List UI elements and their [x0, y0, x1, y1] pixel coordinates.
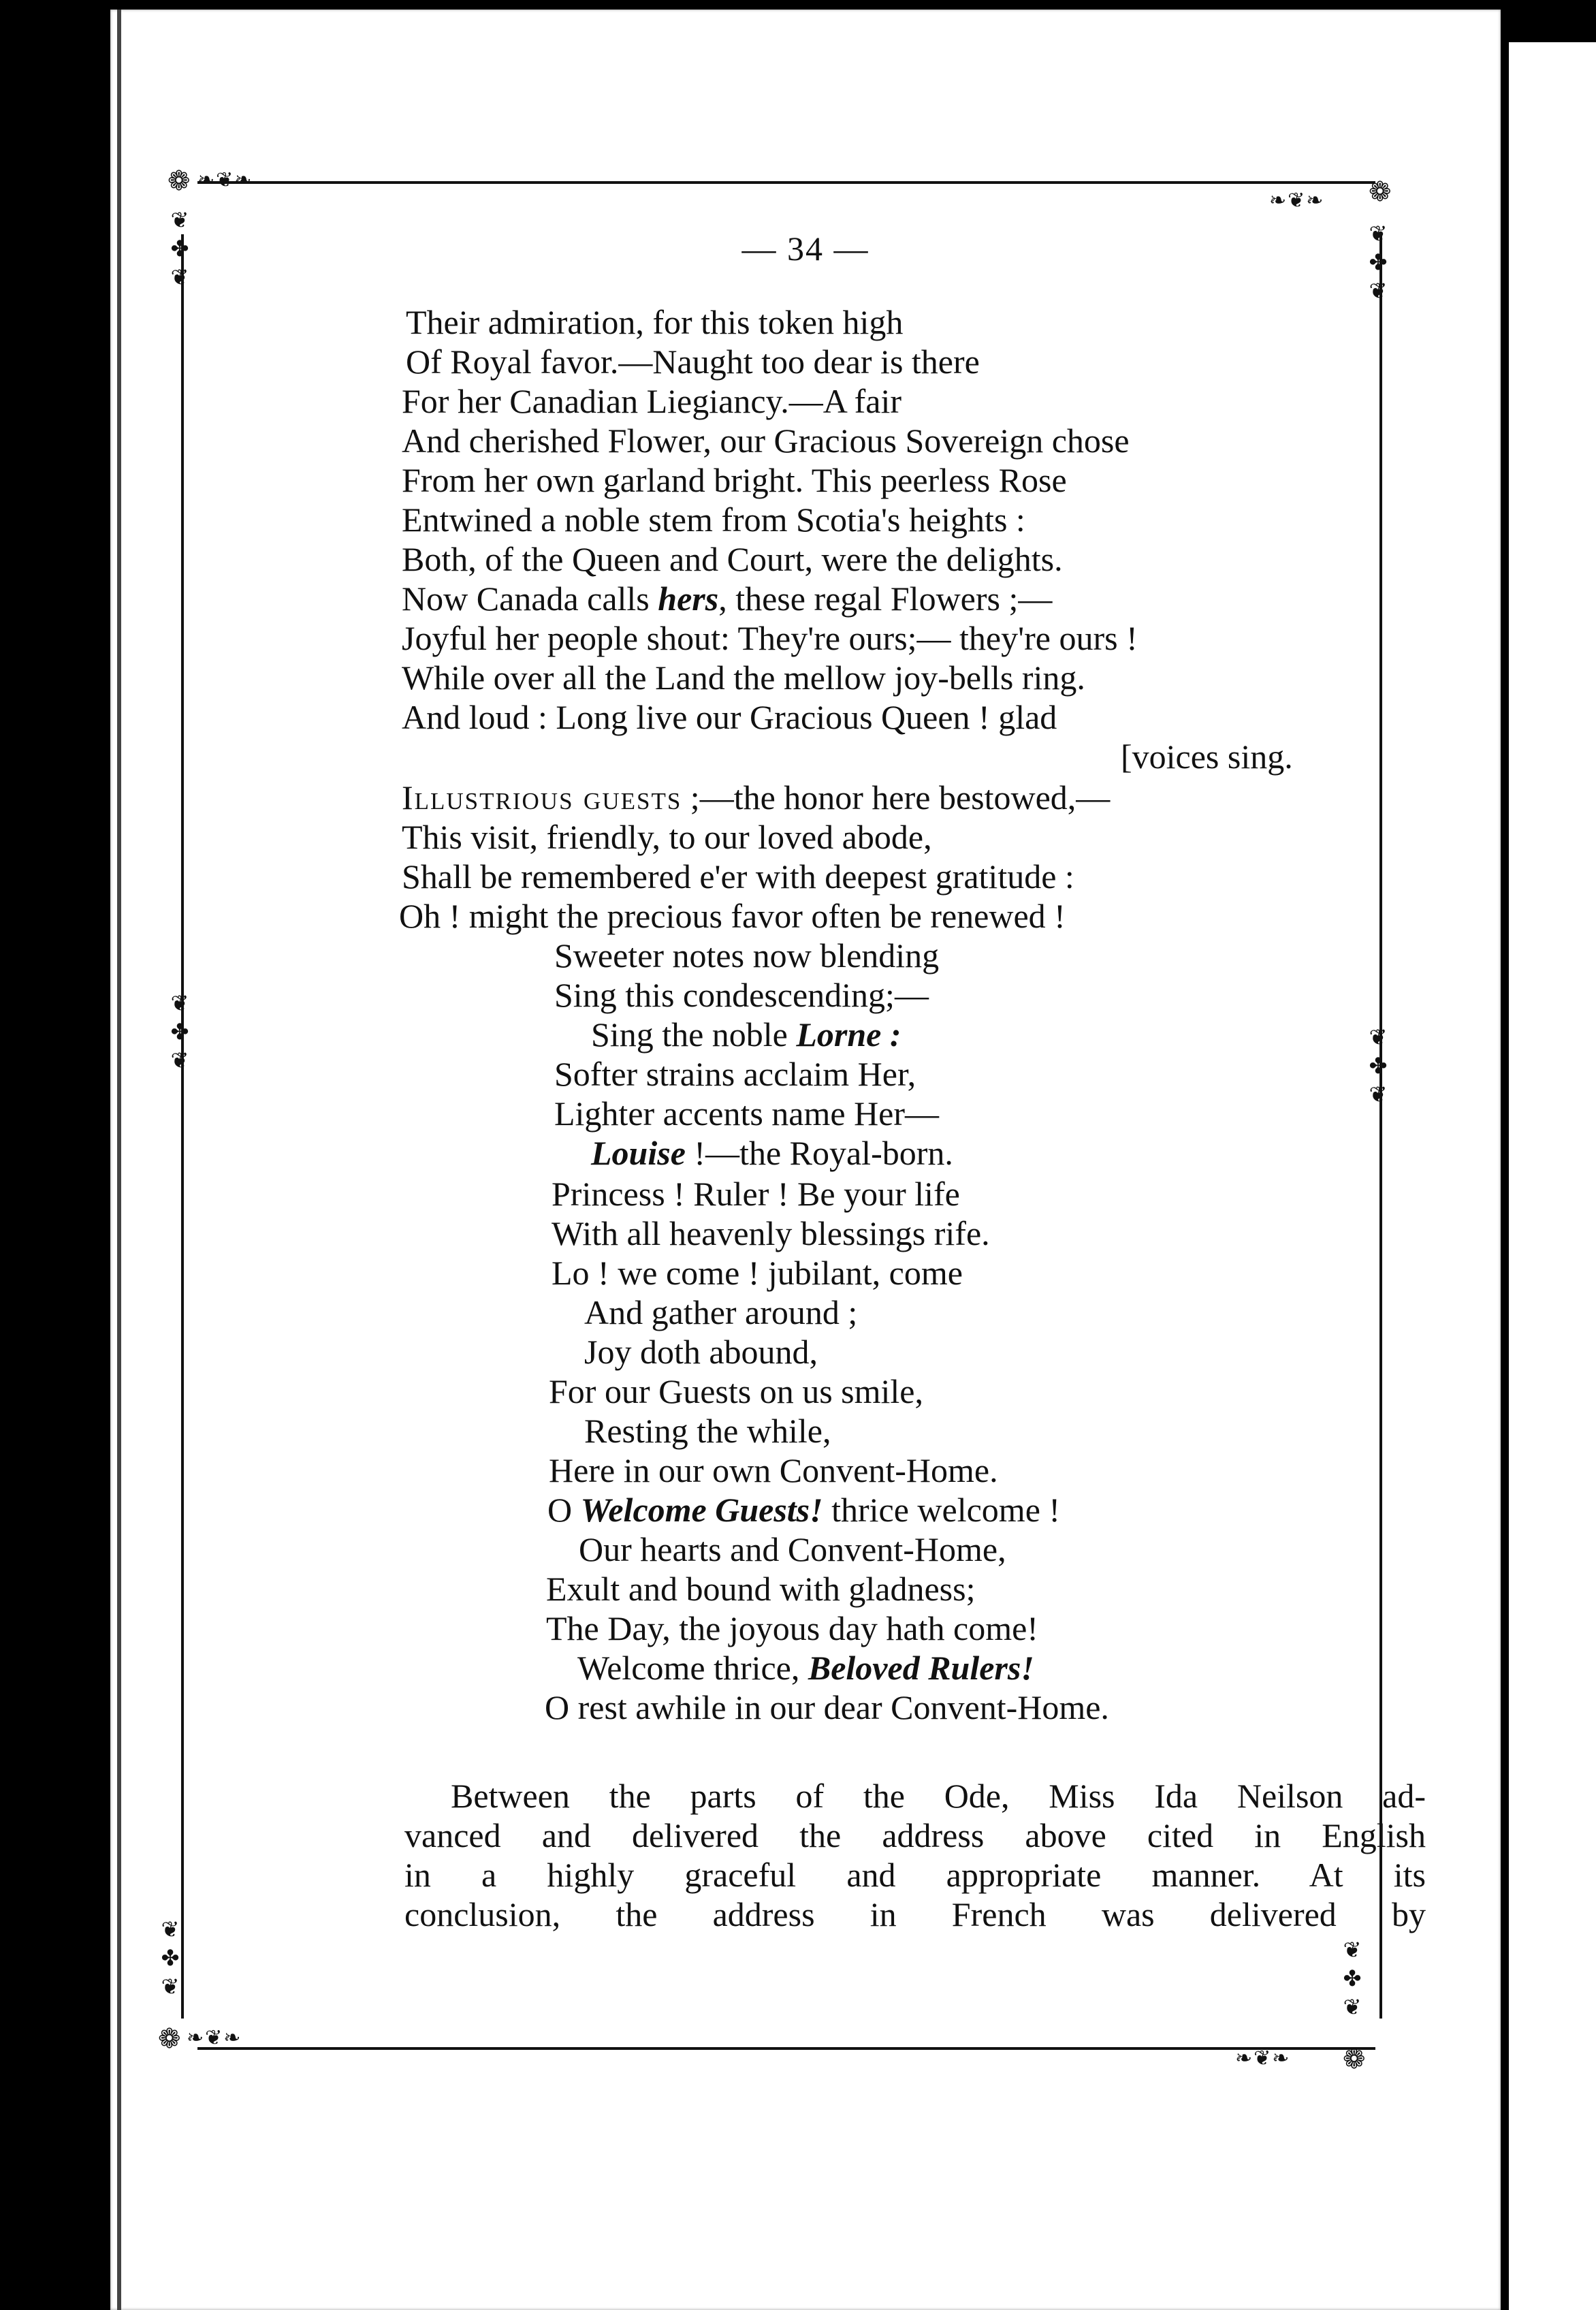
side-ornament-right-middle: ❦✤❦ [1365, 1024, 1391, 1110]
verse-line: Sing this condescending;— [554, 976, 929, 1014]
italic-emphasis: hers [658, 580, 719, 618]
italic-emphasis: Louise [591, 1134, 686, 1172]
frame-bottom-rule [197, 2047, 1375, 2050]
page-number: — 34 — [741, 230, 869, 268]
verse-line: While over all the Land the mellow joy-bells ring. [402, 659, 1085, 697]
band-ornament-bottom-left: ❧❦❧ [187, 2026, 242, 2050]
verse-line: Softer strains acclaim Her, [554, 1055, 916, 1093]
verse-line: And cherished Flower, our Gracious Sovereign chose [402, 422, 1130, 460]
verse-line: With all heavenly blessings rife. [552, 1214, 990, 1252]
verse-line: The Day, the joyous day hath come! [546, 1609, 1038, 1647]
side-ornament-left-middle: ❦✤❦ [167, 990, 193, 1076]
verse-text: !—the Royal-born. [685, 1134, 953, 1172]
verse-text: Welcome thrice, [577, 1649, 808, 1687]
prose-line: vanced and delivered the address above cited in English [404, 1816, 1426, 1854]
verse-line: Joy doth abound, [584, 1333, 818, 1371]
verse-line: Exult and bound with gladness; [546, 1570, 976, 1608]
small-caps-phrase: Illustrious guests [402, 778, 682, 817]
verse-line: Both, of the Queen and Court, were the delights. [402, 540, 1063, 578]
verse-line: Here in our own Convent-Home. [549, 1451, 998, 1489]
band-ornament-top-right: ❧❦❧ [1269, 189, 1325, 212]
italic-emphasis: Beloved Rulers! [808, 1649, 1034, 1687]
verse-line [402, 778, 1110, 817]
band-ornament-top-left: ❧❦❧ [197, 168, 253, 192]
verse-line: Our hearts and Convent-Home, [579, 1530, 1006, 1568]
prose-line: in a highly graceful and appropriate manner. At its [404, 1856, 1426, 1894]
prose-line: Between the parts of the Ode, Miss Ida Neilson ad- [451, 1777, 1426, 1815]
frame-right-rule [1379, 234, 1382, 2019]
side-ornament-right-top: ❦✤❦ [1365, 221, 1391, 306]
verse-line [577, 1648, 1034, 1688]
verse-text: Sing the noble [591, 1015, 797, 1054]
band-ornament-bottom-right: ❧❦❧ [1235, 2046, 1291, 2070]
verse-text: thrice welcome ! [823, 1491, 1061, 1529]
prose-line: conclusion, the address in French was delivered by [404, 1895, 1426, 1933]
side-ornament-right-bottom: ❦✤❦ [1339, 1937, 1365, 2023]
verse-line: From her own garland bright. This peerless Rose [402, 461, 1067, 499]
verse-line: Resting the while, [584, 1412, 831, 1450]
book-page [110, 10, 1501, 2310]
verse-line: O rest awhile in our dear Convent-Home. [545, 1688, 1109, 1726]
side-ornament-left-top: ❦✤❦ [167, 207, 193, 293]
italic-emphasis: Lorne : [796, 1015, 901, 1054]
verse-line: Lo ! we come ! jubilant, come [552, 1254, 963, 1292]
verse-line: And loud : Long live our Gracious Queen ! glad [402, 698, 1057, 736]
frame-left-rule [181, 234, 184, 2019]
verse-line: For our Guests on us smile, [549, 1372, 923, 1410]
side-ornament-left-bottom: ❦✤❦ [157, 1916, 183, 2002]
verse-line: And gather around ; [584, 1293, 858, 1331]
verse-line: Of Royal favor.—Naught too dear is there [406, 343, 980, 381]
corner-ornament-top-left: ❁ [167, 165, 191, 197]
verse-text: , these regal Flowers ;— [718, 580, 1053, 618]
verse-line [547, 1490, 1060, 1530]
verse-line: Princess ! Ruler ! Be your life [552, 1175, 960, 1213]
verse-line: Shall be remembered e'er with deepest gratitude : [402, 857, 1074, 896]
frame-top-rule [197, 181, 1375, 184]
verse-line: Sweeter notes now blending [554, 936, 940, 975]
corner-ornament-top-right: ❁ [1369, 176, 1392, 208]
verse-line: Lighter accents name Her— [554, 1094, 940, 1133]
verse-text: Now Canada calls [402, 580, 658, 618]
adjacent-page-edge [1509, 42, 1596, 2310]
verse-line: Their admiration, for this token high [406, 303, 904, 341]
corner-ornament-bottom-left: ❁ [158, 2023, 181, 2055]
verse-line [402, 579, 1052, 618]
verse-line: [voices sing. [1121, 738, 1293, 776]
italic-emphasis: Welcome Guests! [580, 1491, 823, 1529]
corner-ornament-bottom-right: ❁ [1343, 2044, 1366, 2075]
verse-line: This visit, friendly, to our loved abode, [402, 818, 932, 856]
verse-line [591, 1133, 953, 1173]
verse-line: Oh ! might the precious favor often be renewed ! [399, 897, 1066, 935]
verse-line: Joyful her people shout: They're ours;— they're ours ! [402, 619, 1138, 657]
verse-line: Entwined a noble stem from Scotia's heights : [402, 501, 1025, 539]
verse-line: For her Canadian Liegiancy.—A fair [402, 382, 902, 420]
verse-text: O [547, 1491, 581, 1529]
verse-line [591, 1015, 901, 1054]
verse-text: ;—the honor here bestowed,— [682, 778, 1111, 817]
